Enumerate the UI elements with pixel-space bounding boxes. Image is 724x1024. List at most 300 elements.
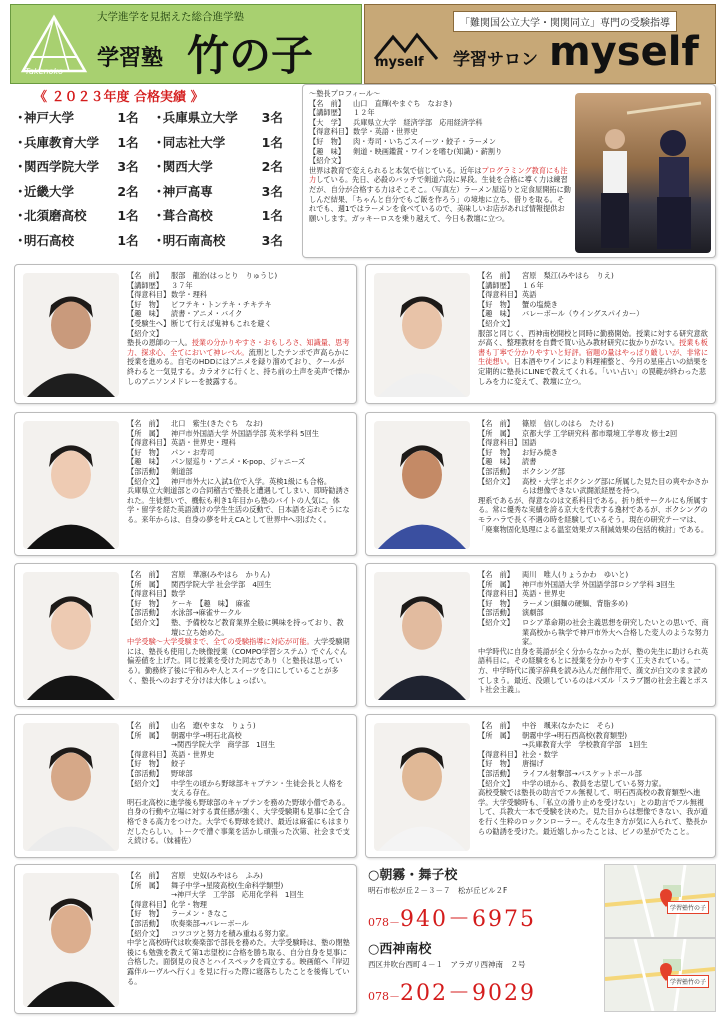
result-count: 3名 <box>261 232 283 248</box>
field-key: 【名 前】 <box>478 570 514 579</box>
field-key: 【好 物】 <box>478 759 514 769</box>
result-school: 明石南高校 <box>162 232 226 248</box>
result-count: 1名 <box>261 208 283 224</box>
teacher-field <box>478 300 709 310</box>
teacher-field <box>127 419 350 429</box>
teacher-field <box>478 309 709 319</box>
teacher-field <box>478 721 709 731</box>
teacher-profile <box>478 721 709 836</box>
field-key: 【名 前】 <box>309 98 345 108</box>
teacher-field <box>127 329 350 339</box>
bullet-icon: ・ <box>152 110 166 125</box>
director-photo <box>575 93 711 253</box>
teacher-field <box>127 589 350 599</box>
teacher-intro <box>478 329 709 387</box>
field-value: 数学・理科 <box>171 290 207 300</box>
teacher-photo <box>374 273 470 397</box>
field-key: 【紹介文】 <box>478 778 514 788</box>
field-key: 【紹介文】 <box>127 617 163 627</box>
result-count: 2名 <box>117 183 139 199</box>
map-label: 学習塾竹の子 <box>667 901 709 914</box>
field-key: 【好 物】 <box>478 447 514 457</box>
teacher-profile <box>478 419 709 534</box>
field-value: 兵庫県立大学 経済学部 応用経済学科 <box>353 117 483 127</box>
field-value: 神戸市外大に入試1位で入学。英検1級にも合格。 <box>171 476 332 486</box>
teacher-field <box>127 570 350 580</box>
teacher-intro-1: 明石北高校に進学後も野球部のキャプテンを務めた野球小僧である。自身の行動や立場に対する責任感が強く、大学受験期も見事に全て合格できる高力をつけた。大学でも野球を続け、最近は麻雀にもはまりだしたらしい。トークで漕ぐ事業を活かし頑張った次第、社会まで支え続ける。（妹補佐） <box>127 797 350 846</box>
field-value: コツコツと努力を積み重ねる努力家。 <box>171 928 294 938</box>
teacher-field <box>478 290 709 300</box>
result-count: 1名 <box>117 208 139 224</box>
field-value: １２年 <box>353 108 375 118</box>
result-row <box>14 157 299 182</box>
field-key: 【得意科目】 <box>478 438 522 448</box>
field-value: 野球部 <box>171 768 193 778</box>
field-key: 【名 前】 <box>478 419 514 428</box>
field-key: 【得意科目】 <box>309 127 353 137</box>
teacher-field <box>127 779 350 798</box>
field-value: 社会・数学 <box>522 749 558 759</box>
result-school: 明石高校 <box>24 232 75 248</box>
field-key: 【紹介文】 <box>478 318 514 328</box>
teacher-card <box>365 714 716 858</box>
field-key: 【好 物】 <box>127 909 163 919</box>
teacher-field <box>478 467 709 477</box>
result-school: 北須磨高校 <box>24 208 87 224</box>
director-intro-red: プログラミング教育にも注力 <box>309 165 568 185</box>
school-phone-line <box>368 976 598 1007</box>
field-value: 国語 <box>522 438 537 448</box>
field-value: 蟹の塩焼き <box>522 299 558 309</box>
teacher-photo <box>23 273 119 397</box>
field-value: パン屋巡り・アニメ・K-pop、ジャニーズ <box>171 457 306 467</box>
teacher-field <box>127 281 350 291</box>
teacher-photo <box>374 723 470 851</box>
field-key: 【紹介文】 <box>127 778 163 788</box>
school-phone-line <box>368 902 598 933</box>
field-value: 英語・世界史 <box>171 749 215 759</box>
school-phone[interactable]: 202－9029 <box>400 981 536 1006</box>
director-intro-1: 世界は教育で変えられると本気で信じている。近年は <box>309 165 482 175</box>
field-value: 神戸市外国語大学 外国語学部 英米学科 5回生 <box>171 428 319 438</box>
teacher-field <box>478 580 709 590</box>
field-value: ３７年 <box>171 280 193 290</box>
header-takenoko <box>10 4 362 84</box>
field-value: 服部 龍治(はっとり りゅうじ) <box>171 271 278 280</box>
teacher-field <box>127 929 350 939</box>
teacher-intro-1: 塾長の恩師の一人。 <box>127 338 192 348</box>
field-key: 【紹介文】 <box>127 476 163 486</box>
portrait-icon <box>374 273 470 397</box>
teacher-field <box>127 448 350 458</box>
teacher-intro <box>127 338 350 386</box>
field-value: 数学・英語・世界史 <box>353 127 418 137</box>
director-profile <box>309 89 571 223</box>
field-key: 【得意科目】 <box>127 749 171 759</box>
field-key: 【所 属】 <box>127 880 163 890</box>
field-key: 【部活動】 <box>127 768 163 778</box>
director-intro <box>309 166 571 224</box>
result-school: 同志社大学 <box>162 134 226 150</box>
teacher-field <box>127 290 350 300</box>
portrait-icon <box>23 723 119 851</box>
director-heading: ～塾長プロフィール～ <box>309 89 381 98</box>
teacher-field <box>478 429 709 439</box>
teacher-intro <box>478 496 709 534</box>
school-map[interactable] <box>604 938 716 1012</box>
teacher-intro-red: 中学受験～大学受験まで、全ての受験指導に対応が可能。 <box>127 637 314 647</box>
teacher-field <box>127 900 350 910</box>
field-value: パン・お寿司 <box>171 447 215 457</box>
field-value: 両川 唯人(りょうかわ ゆいと) <box>522 570 629 579</box>
teacher-intro-red: 授業も板書も丁寧で分かりやすいと好評。宿題の量はやっぱり厳しいが、非常に生徒想い。 <box>478 338 709 367</box>
teacher-photo <box>374 421 470 549</box>
teacher-field <box>127 599 350 609</box>
teacher-field <box>478 750 709 760</box>
field-value: お好み焼き <box>522 447 558 457</box>
field-key: 【講師歴】 <box>478 280 514 290</box>
field-value: 剣道・映画鑑賞・ワインを嗜む(知識)・薪割り <box>353 146 503 156</box>
result-count: 1名 <box>117 110 139 125</box>
bullet-icon: ・ <box>152 208 166 224</box>
field-key: 【趣 味】 <box>127 457 163 467</box>
result-school: 関西大学 <box>162 159 213 175</box>
field-value: 中学の頃から、教員を志望している努力家。 <box>522 778 666 788</box>
teacher-intro-1: 兵庫県立大剣道部との合同稽古で塾長と遭遇してしまい、即時勧誘された。生徒想いで、機転も利き1年目から塾のバイトの人気に。体学・留学を経た英語漬けの学生生活の反動で、日本語を忘れそうになる。来年からは、自身の夢を叶えCAとして世界中へ羽ばたく。 <box>127 486 350 524</box>
teacher-profile <box>478 271 709 386</box>
teacher-field <box>127 438 350 448</box>
teacher-intro <box>478 647 709 695</box>
result-count: 1名 <box>117 134 139 150</box>
field-key: 【紹介文】 <box>478 617 514 627</box>
field-value: 吹奏楽部→バレーボール <box>171 918 249 928</box>
field-value: 数学 <box>171 589 186 599</box>
field-value: 篠原 信(しのはら たける) <box>522 419 614 428</box>
teacher-field <box>127 731 350 741</box>
field-key: 【紹介文】 <box>127 928 163 938</box>
phone-prefix: 078－ <box>368 916 400 929</box>
teacher-field <box>478 438 709 448</box>
teacher-field <box>478 281 709 291</box>
teacher-profile <box>127 271 350 386</box>
field-key: 【名 前】 <box>127 419 163 428</box>
result-count: 3名 <box>117 159 139 175</box>
field-key: 【部活動】 <box>127 466 163 476</box>
result-school: 神戸高専 <box>162 183 213 199</box>
teacher-intro <box>127 486 350 524</box>
teacher-field <box>127 871 350 881</box>
teacher-profile <box>127 871 350 986</box>
teacher-card <box>14 864 357 1014</box>
portrait-icon <box>374 723 470 851</box>
teacher-field <box>127 881 350 891</box>
result-school: 兵庫教育大学 <box>24 134 100 150</box>
school-block <box>368 864 598 938</box>
director-row <box>309 99 571 109</box>
header-myself <box>364 4 716 84</box>
result-school: 関西学院大学 <box>24 159 100 175</box>
field-value: 読書・アニメ・バイク <box>171 309 243 319</box>
takenoko-name: 竹の子 <box>187 31 314 80</box>
field-key: 【紹介文】 <box>478 476 514 486</box>
field-key: 【部活動】 <box>127 608 163 618</box>
field-value: 朝霧中学→明石西高校(教育類型) <box>522 730 628 740</box>
field-key: 【受験生へ】 <box>127 318 171 328</box>
teacher-profile <box>127 721 350 846</box>
teacher-card <box>14 264 357 404</box>
takenoko-prefix: 学習塾 <box>97 46 164 71</box>
field-key: 【好 物】 <box>127 598 163 608</box>
result-row <box>14 182 299 207</box>
field-value: 舞子中学→星陵高校(生命科学類型) <box>171 880 284 890</box>
field-value: 宮原 梨江(みやはら りえ) <box>522 271 614 280</box>
school-name: ○朝霧・舞子校 <box>368 868 458 883</box>
field-key: 【好 物】 <box>478 299 514 309</box>
field-key: 【部活動】 <box>478 608 514 618</box>
field-key: 【趣 味】 <box>478 309 514 319</box>
teacher-card <box>365 563 716 707</box>
result-row <box>14 133 299 158</box>
teacher-field <box>478 731 709 741</box>
portrait-icon <box>374 421 470 549</box>
field-value: ボクシング部 <box>522 466 565 476</box>
teacher-intro <box>127 938 350 986</box>
teacher-intro-1: 中学と高校時代は吹奏楽部で部長を務めた。大学受験時は、塾の閉塾後にも勉強を教えて第1志望校に合格を勝ち取る、自分自身を見事に合格した。面倒見の良さとハイスペックを両立する。映画館へ『岸辺露伴ルーヴルへ行く』を見に行った際に寝落ちしたことを後悔している。 <box>127 938 350 986</box>
field-value: 朝霧中学→明石北高校 <box>171 730 242 740</box>
field-value: 塾、予備校など教育業界全般に興味を持っており、教壇に立ち始めた。 <box>171 617 344 637</box>
teacher-field <box>127 740 350 750</box>
field-key: 【部活動】 <box>478 466 514 476</box>
field-key: 【好 物】 <box>127 447 163 457</box>
bullet-icon: ・ <box>14 208 27 224</box>
field-value: 高校・大学とボクシング部に所属した見た目の爽やかさからは想像できない武闘派経歴を持つ。 <box>522 476 709 496</box>
field-key: 【名 前】 <box>127 570 163 579</box>
results-list <box>14 108 299 256</box>
field-value: １６年 <box>522 280 544 290</box>
field-value: 北口 紫生(きたぐち なお) <box>171 419 263 428</box>
portrait-icon <box>23 873 119 1007</box>
myself-tagline: 「難関国公立大学・関関同立」専門の受験指導 <box>453 11 677 32</box>
teacher-field <box>478 759 709 769</box>
teacher-field <box>127 759 350 769</box>
teacher-field <box>127 580 350 590</box>
field-key: 【講師歴】 <box>309 108 345 118</box>
teacher-intro-2: 流刑としたテンポで声高らかに授業を進める。自宅のHDDにはアニメを録り溜めており、クールが終わると一気見する。カラオケに行くと、持ち前の土声を美声で慄かしのアニソンメドレーを披露する。 <box>127 347 350 386</box>
field-value: ライフル射撃部→バスケットボール部 <box>522 768 642 778</box>
teacher-field <box>127 618 350 637</box>
result-school: 兵庫県立大学 <box>162 110 238 125</box>
field-value: 剣道部 <box>171 466 193 476</box>
school-map[interactable] <box>604 864 716 938</box>
field-key: 【所 属】 <box>127 428 163 438</box>
teacher-field <box>127 309 350 319</box>
teacher-field <box>127 909 350 919</box>
phone-prefix: 078－ <box>368 990 400 1003</box>
field-value: ラーメン・きなこ <box>171 909 229 919</box>
teacher-intro-1: 服部と同じく、西神南校開校と同時に勤務開始。授業に対する研究意欲が高く、整理教材を自費で買い込み教材研究に抜かりがない。 <box>478 328 708 348</box>
field-value: 読書 <box>522 457 537 467</box>
field-key: 【得意科目】 <box>127 438 171 448</box>
field-key <box>478 740 522 750</box>
field-value: 山名 遼(やまな りょう) <box>171 721 256 730</box>
field-value: →兵庫教育大学 学校教育学部 1回生 <box>522 740 648 750</box>
field-value: 演劇部 <box>522 608 544 618</box>
teacher-card <box>365 412 716 556</box>
field-key: 【趣 味】 <box>309 146 345 156</box>
school-phone[interactable]: 940－6975 <box>400 907 536 932</box>
teacher-field <box>478 271 709 281</box>
teacher-field <box>127 919 350 929</box>
school-name: ○西神南校 <box>368 942 432 957</box>
result-count: 3名 <box>261 183 283 199</box>
director-row <box>309 147 571 157</box>
field-key: 【大 学】 <box>309 117 345 127</box>
teacher-intro <box>127 798 350 846</box>
myself-logo-caption: myself <box>375 55 424 70</box>
teacher-field <box>127 608 350 618</box>
field-key: 【得意科目】 <box>478 749 522 759</box>
bullet-icon: ・ <box>14 110 27 125</box>
result-school: 近畿大学 <box>24 183 75 199</box>
teacher-field <box>478 589 709 599</box>
field-key: 【名 前】 <box>127 871 163 880</box>
portrait-icon <box>374 572 470 700</box>
bullet-icon: ・ <box>152 232 166 248</box>
director-row <box>309 156 571 166</box>
director-row <box>309 127 571 137</box>
teacher-profile <box>478 570 709 695</box>
bullet-icon: ・ <box>152 183 166 199</box>
teacher-field <box>478 779 709 789</box>
field-value: ラーメン(細麺の硬麺、背脂多め) <box>522 598 628 608</box>
field-value: 肉・寿司・いちごスイーツ・餃子・ラーメン <box>353 136 496 146</box>
teacher-intro-2: 日本酒やワインにより料理補整と、今月の星座占いの結果を定期的に塾長にLINEで教えてくれる。「いい占い」の罠範が終わった悲しみを力に変えて、教壇に立つ。 <box>478 357 708 386</box>
teacher-field <box>478 457 709 467</box>
teacher-field <box>127 300 350 310</box>
field-value: 関西学院大学 社会学部 4回生 <box>171 579 272 589</box>
school-address: 西区井吹台西町４－１ アラガリ西神南 ２号 <box>368 960 526 969</box>
director-card <box>302 84 716 258</box>
director-row <box>309 137 571 147</box>
teacher-intro-2: 大学受験期には、塾長も使用した映像授業（COMPO学習システム）でぐんぐん偏差値を上げた。同じ授業を受けた同志であり（と塾長は思っている）。勤務終了後に宇和みや人とスイーツを口にしていることが多く、塾長へのおすそ分けは大体しょっぱい。 <box>127 637 350 685</box>
teacher-field <box>478 769 709 779</box>
takenoko-logo-caption: Takenoko <box>25 67 63 76</box>
teacher-field <box>127 477 350 487</box>
result-count: 3名 <box>261 110 283 125</box>
result-school: 神戸大学 <box>24 110 75 125</box>
results-title: 《 ２０２３年度 合格実績 》 <box>34 90 204 105</box>
field-key: 【得意科目】 <box>478 589 522 599</box>
portrait-icon <box>23 421 119 549</box>
myself-prefix: 学習サロン <box>453 50 538 70</box>
field-value: ケーキ 【趣 味】 麻雀 <box>171 598 251 608</box>
teacher-card <box>14 563 357 707</box>
teacher-intro-red: 授業の分かりやすさ・おもしろさ、知識量、思考力、探求心、全てにおいて神レベル。 <box>127 338 350 357</box>
field-key: 【趣 味】 <box>127 309 163 319</box>
bullet-icon: ・ <box>14 183 27 199</box>
field-value: 断じて行えば鬼神もこれを避く <box>171 318 272 328</box>
teacher-intro-1: 理系であるが、得意なのは文系科目である。折り紙サークルにも所属する。常に優秀な実績を誇る京大を代表する逸材であるが、ボクシングのモラハラで長く不遇の時を経験しているそう。現在の研究テーマは、「廃棄物固化処理による温室効果ガス削減効果の包括的検討」である。 <box>478 495 709 534</box>
teacher-profile <box>127 419 350 525</box>
map-label: 学習塾竹の子 <box>667 975 709 988</box>
field-key: 【好 物】 <box>127 759 163 769</box>
school-block <box>368 938 598 1012</box>
field-key: 【部活動】 <box>127 918 163 928</box>
teacher-field <box>478 448 709 458</box>
bullet-icon: ・ <box>152 134 166 150</box>
field-key: 【紹介文】 <box>309 156 345 166</box>
field-key: 【名 前】 <box>478 271 514 280</box>
field-value: 宮原 史奴(みやはら ふみ) <box>171 871 263 880</box>
teacher-field <box>478 477 709 496</box>
result-row <box>14 231 299 256</box>
field-key: 【名 前】 <box>127 721 163 730</box>
field-key: 【所 属】 <box>478 730 514 740</box>
teacher-photo <box>23 723 119 851</box>
bullet-icon: ・ <box>152 159 166 175</box>
field-value: 唐揚げ <box>522 759 544 769</box>
school-address: 明石市松が丘２－３－７ 松が丘ビル２F <box>368 886 508 895</box>
teacher-field <box>478 319 709 329</box>
teacher-field <box>127 467 350 477</box>
teacher-photo <box>23 572 119 700</box>
teacher-photo <box>374 572 470 700</box>
field-value: ロシア革命期の社会主義思想を研究したいとの思いで、商業高校から執学で神戸市外大へ合格した変人のような努力家。 <box>522 617 709 647</box>
field-value: 京都大学 工学研究科 都市環境工学専攻 修士2回 <box>522 428 678 438</box>
teacher-field <box>127 750 350 760</box>
teacher-intro <box>478 788 709 836</box>
bullet-icon: ・ <box>14 134 27 150</box>
result-count: 1名 <box>117 232 139 248</box>
field-key: 【講師歴】 <box>127 280 163 290</box>
field-value: 宮原 華凛(みやはら かりん) <box>171 570 271 579</box>
field-value: 化学・物理 <box>171 899 207 909</box>
result-count: 1名 <box>261 134 283 150</box>
field-key: 【趣 味】 <box>478 457 514 467</box>
teacher-field <box>478 618 709 647</box>
teacher-card <box>365 264 716 404</box>
field-key: 【得意科目】 <box>127 899 171 909</box>
myself-name: myself <box>549 29 699 75</box>
teacher-profile <box>127 570 350 685</box>
result-row <box>14 206 299 231</box>
field-value: →神戸大学 工学部 応用化学科 1回生 <box>171 890 304 900</box>
field-key: 【紹介文】 <box>127 328 163 338</box>
director-row <box>309 108 571 118</box>
field-value: 神戸市外国語大学 外国語学部ロシア学科 3回生 <box>522 579 675 589</box>
field-key: 【好 物】 <box>478 598 514 608</box>
field-key: 【好 物】 <box>127 299 163 309</box>
teacher-field <box>478 570 709 580</box>
field-key: 【所 属】 <box>478 428 514 438</box>
field-value: 餃子 <box>171 759 186 769</box>
teacher-field <box>478 419 709 429</box>
field-value: 英語・世界史・理科 <box>171 438 236 448</box>
field-value: 英語 <box>522 290 537 300</box>
field-key: 【名 前】 <box>127 271 163 280</box>
bullet-icon: ・ <box>14 159 27 175</box>
teacher-field <box>127 271 350 281</box>
takenoko-tagline: 大学進学を見据えた総合進学塾 <box>97 11 244 23</box>
teacher-card <box>14 412 357 556</box>
field-value: →関西学院大学 商学部 1回生 <box>171 740 276 750</box>
field-value: 英語・世界史 <box>522 589 566 599</box>
field-key: 【名 前】 <box>478 721 514 730</box>
field-value: バレーボール（ウイングスパイカー） <box>522 309 644 319</box>
bullet-icon: ・ <box>14 232 27 248</box>
field-key: 【好 物】 <box>309 136 345 146</box>
director-row <box>309 118 571 128</box>
